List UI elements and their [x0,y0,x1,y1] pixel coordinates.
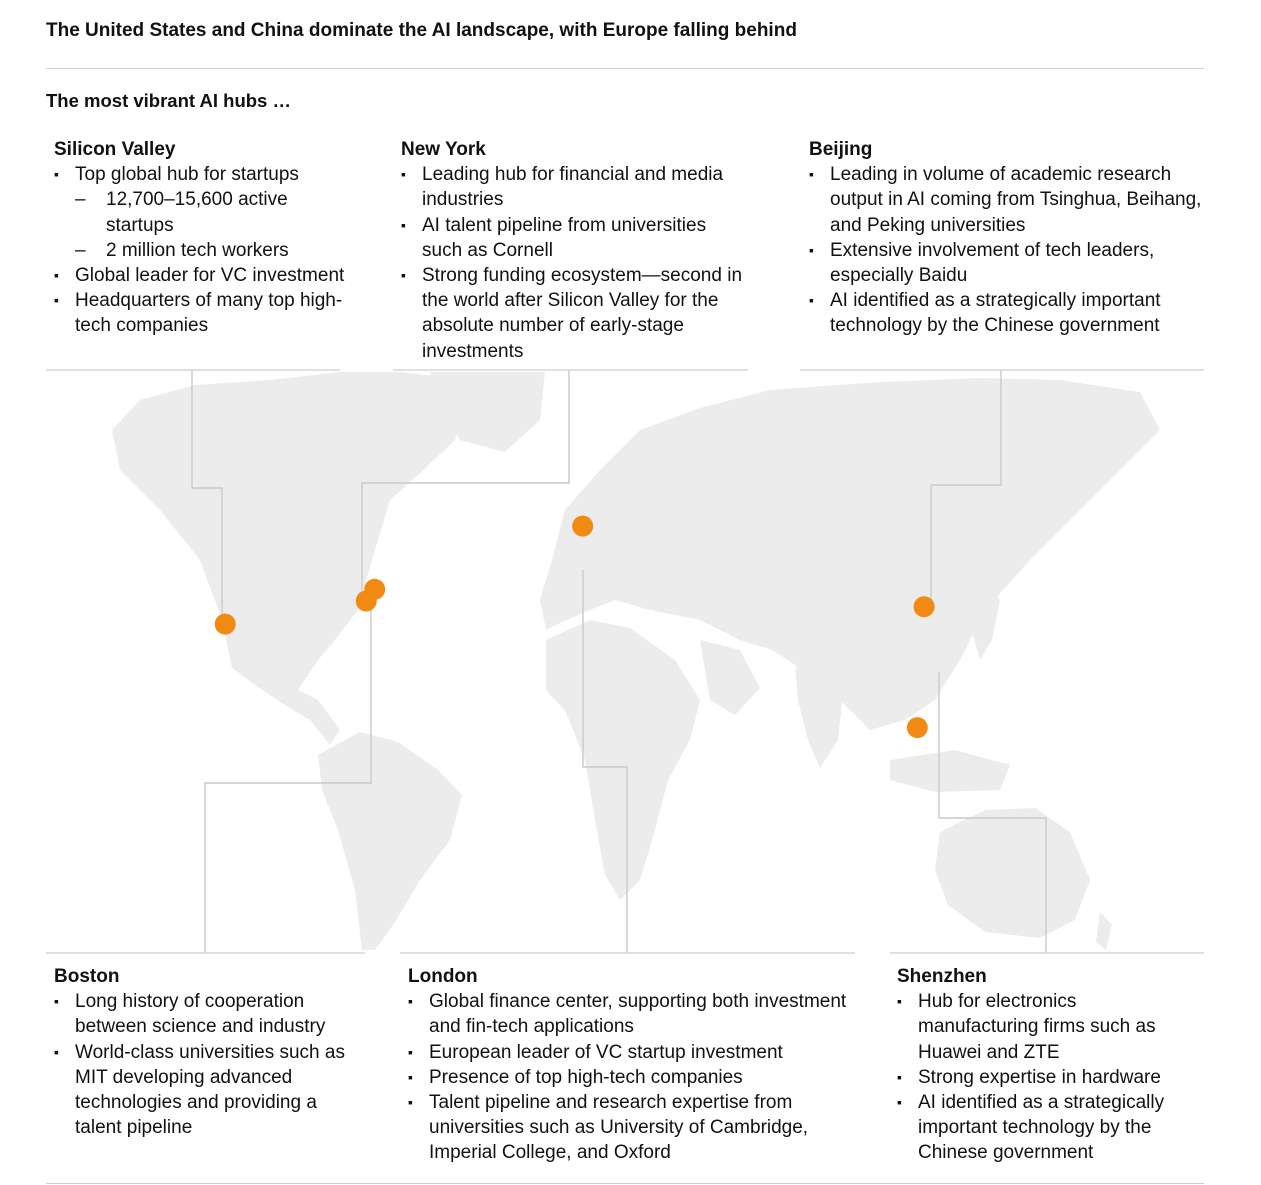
hub-name: Beijing [809,139,873,160]
bullet-text: Strong expertise in hardware [918,1066,1161,1088]
landmass-north-america [112,372,470,690]
hub-name: Shenzhen [897,966,987,987]
hub-bullets [54,162,354,338]
bullet [54,1040,364,1141]
landmass-central-america [262,690,340,745]
bullet [54,263,354,288]
hub-name: London [408,966,478,987]
bullet [809,238,1204,288]
bullet [809,288,1204,338]
bullet-text: Top global hub for startups [75,164,299,186]
hub-marker-beijing [914,596,935,617]
bullet [401,162,746,212]
bullet-text: Hub for electronics manufacturing firms such as Huawei and ZTE [918,991,1156,1063]
bullet-text: Leading in volume of academic research output in AI coming from Tsinghua, Beihang, and Peking universities [830,164,1202,236]
landmass-south-america [318,732,462,950]
bullet [809,162,1204,238]
bullet [54,162,354,187]
bullet-text: Strong funding ecosystem—second in the world after Silicon Valley for the absolute number of early-stage investments [422,265,743,362]
bullet [54,989,364,1039]
bullet [897,989,1202,1065]
hub-bullets [54,989,364,1140]
hub-bullets [408,989,848,1165]
bullet-text: AI identified as a strategically important technology by the Chinese government [830,290,1161,337]
landmass-new-zealand [1096,912,1112,950]
hub-bullets [401,162,746,364]
hub-marker-boston [364,579,385,600]
map-landmass [112,372,1160,950]
bottom-rule [46,1183,1204,1184]
hub-beijing [809,137,1204,339]
section-subtitle: The most vibrant AI hubs … [46,90,291,111]
hub-marker-london [572,516,593,537]
landmass-arabia [700,640,760,715]
bullet [408,989,848,1039]
hub-name: Boston [54,966,120,987]
bullet-text: 12,700–15,600 active startups [106,189,288,236]
hub-boston [54,964,364,1140]
hub-london [408,964,848,1166]
bullet [408,1040,848,1065]
bullet-text: Extensive involvement of tech leaders, especially Baidu [830,239,1155,287]
bullet [54,288,354,338]
bullet-text: Presence of top high-tech companies [429,1066,743,1088]
bullet [401,213,746,263]
bullet [897,1090,1202,1166]
bullet-text: AI identified as a strategically important technology by the Chinese government [918,1092,1165,1164]
title-rule [46,68,1204,69]
landmass-africa [546,620,700,900]
bullet-text: AI talent pipeline from universities such as Cornell [422,214,707,261]
hub-name: New York [401,139,486,160]
bullet-text: 2 million tech workers [106,239,289,261]
bullet-text: World-class universities such as MIT developing advanced technologies and providing a talent pipeline [75,1041,345,1139]
hub-marker-shenzhen [907,717,928,738]
bullet [401,263,746,364]
bullet-text: Leading hub for financial and media industries [422,164,724,211]
sub-bullet [54,187,354,237]
bullet [897,1065,1202,1090]
hub-marker-silicon-valley [215,614,236,635]
bullet-text: European leader of VC startup investment [429,1041,783,1063]
page-title: The United States and China dominate the AI landscape, with Europe falling behind [46,20,797,41]
bullet [408,1065,848,1090]
hub-name: Silicon Valley [54,139,176,160]
bullet-text: Global finance center, supporting both investment and fin-tech applications [429,991,847,1038]
sub-bullet [54,238,354,263]
hub-new-york [401,137,746,364]
hub-bullets [809,162,1204,338]
hub-shenzhen [897,964,1202,1166]
landmass-indonesia [890,750,1010,792]
hub-silicon-valley [54,137,354,339]
landmass-australia [935,808,1090,938]
hub-bullets [897,989,1202,1165]
bullet-text: Headquarters of many top high-tech companies [75,290,343,337]
bullet-text: Long history of cooperation between science and industry [75,991,326,1038]
bullet [408,1090,848,1166]
bullet-text: Talent pipeline and research expertise from universities such as University of Cambridge, Imperial College, and Oxford [429,1092,809,1164]
bullet-text: Global leader for VC investment [75,265,345,287]
